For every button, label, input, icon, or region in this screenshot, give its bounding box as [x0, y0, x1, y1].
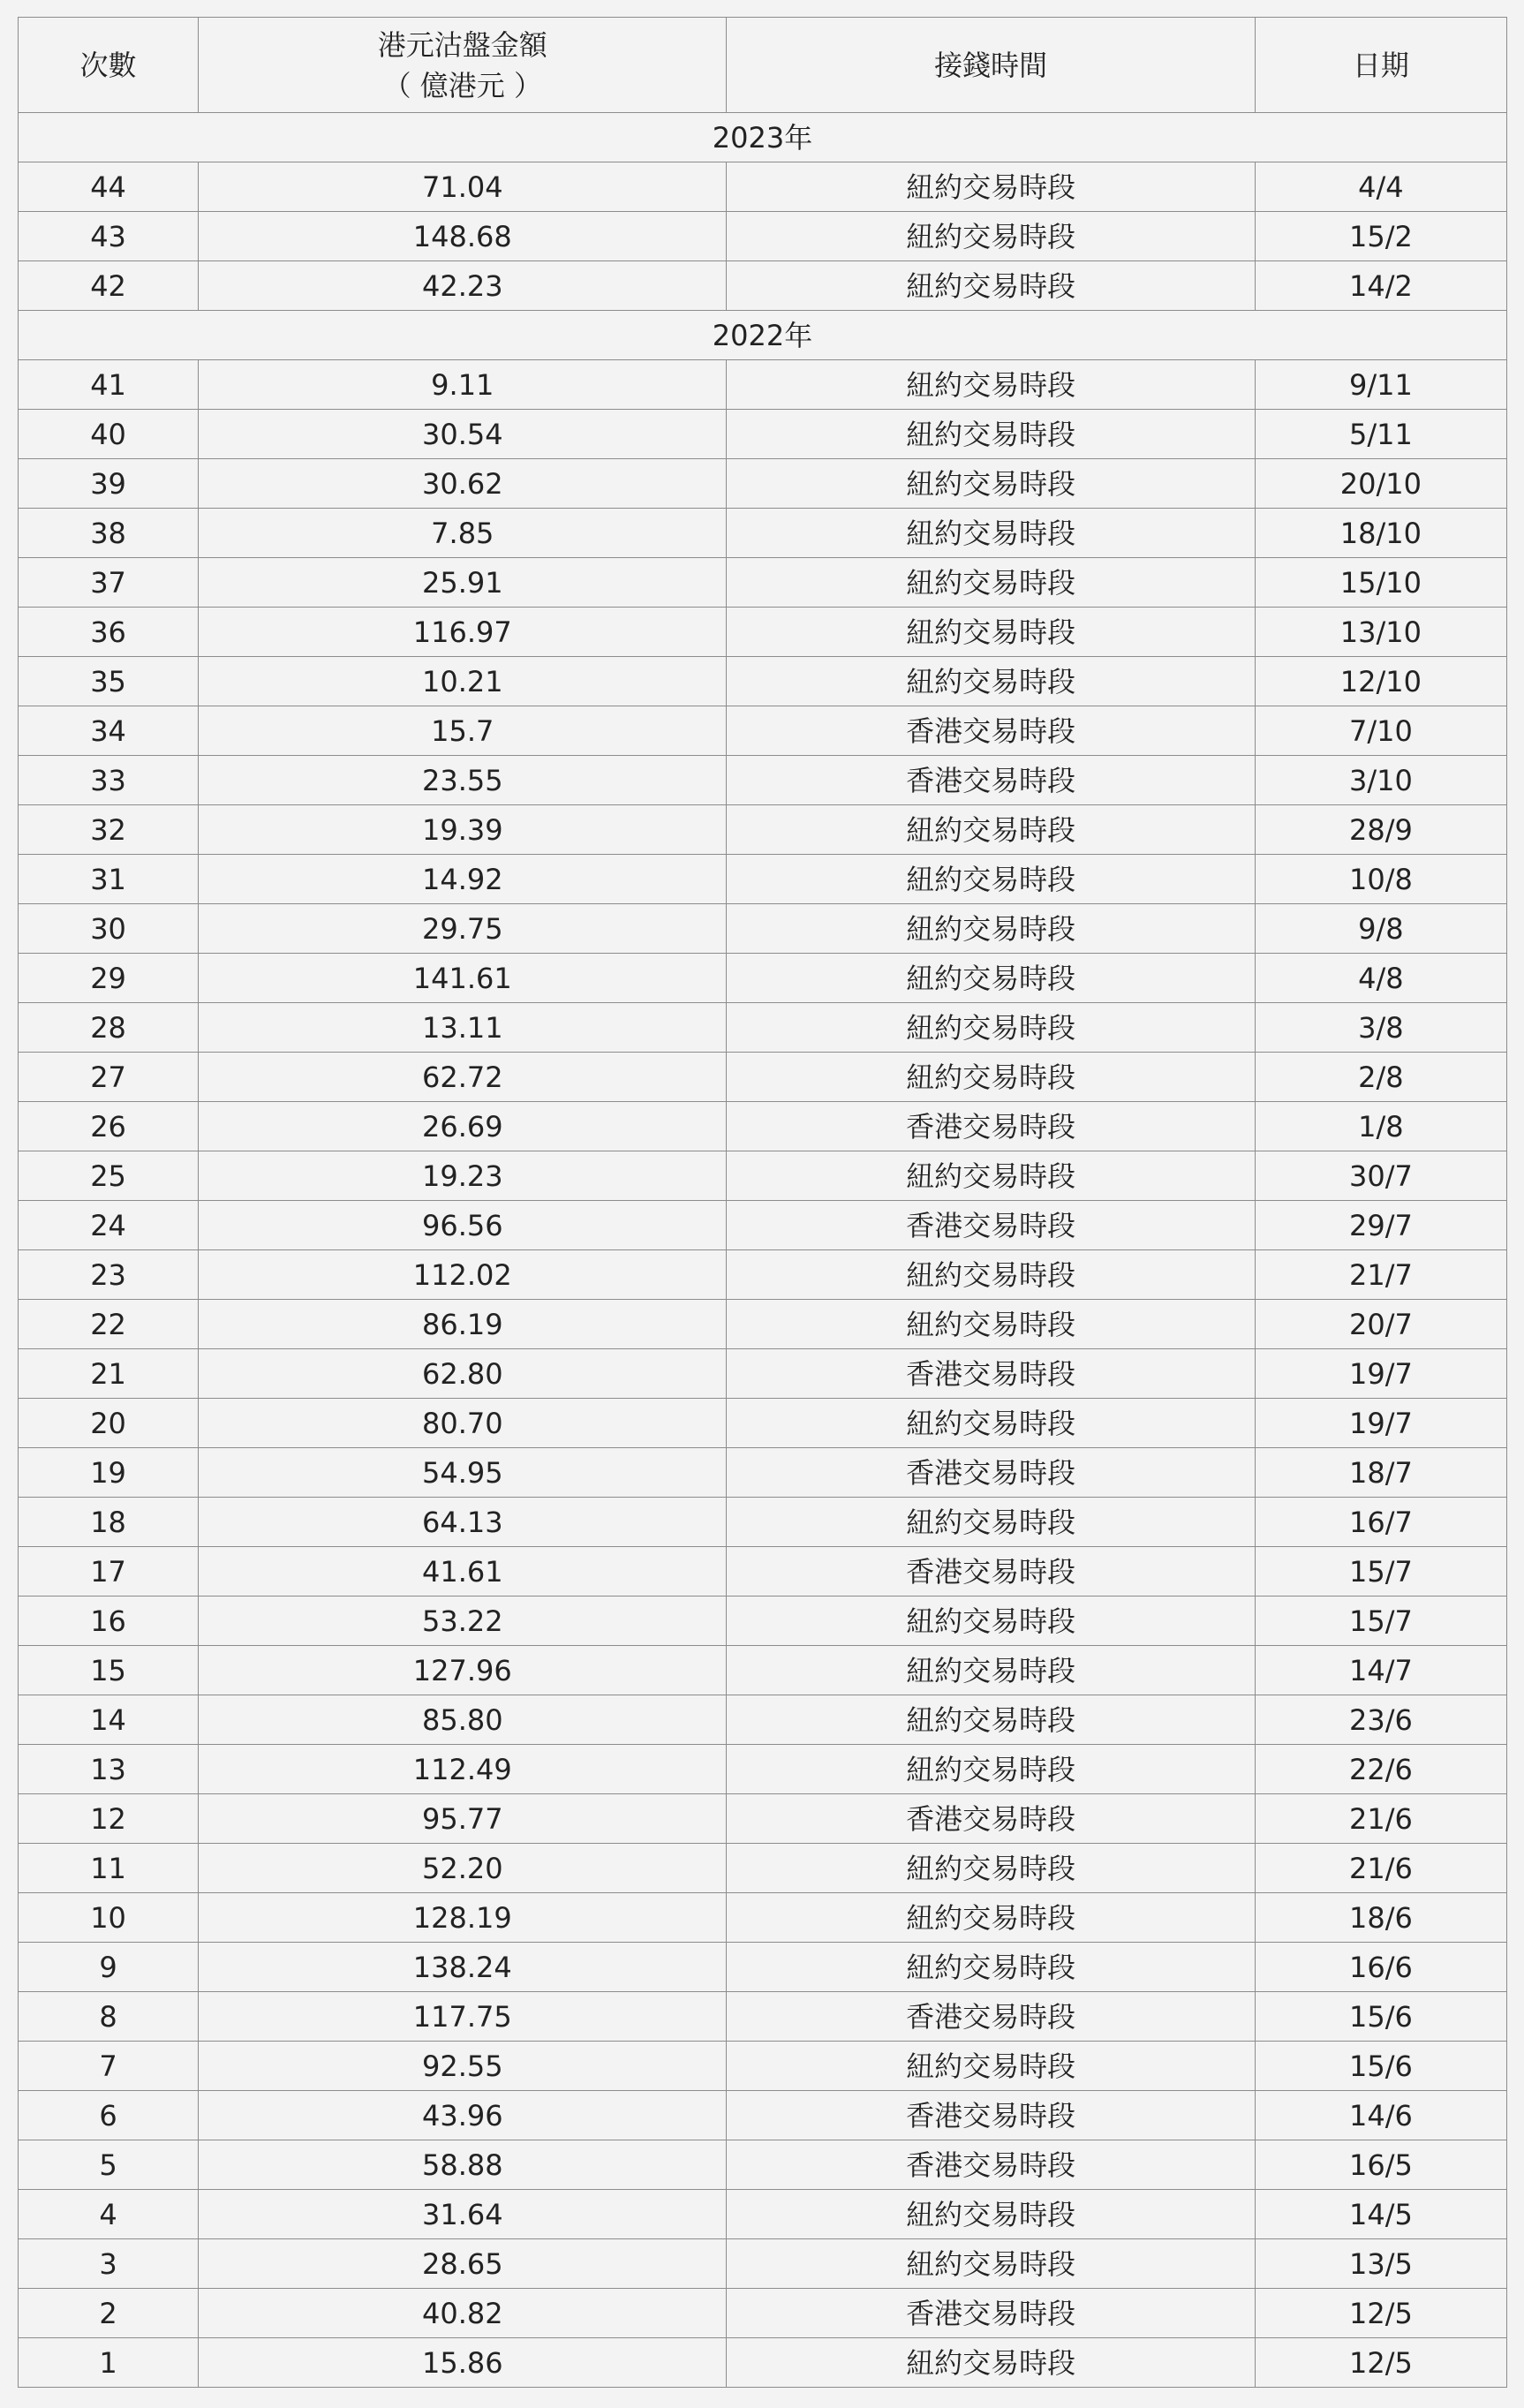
count-cell: 42 — [19, 261, 199, 311]
trading-session-cell: 紐約交易時段 — [727, 904, 1255, 954]
amount-cell: 148.68 — [199, 212, 727, 261]
trading-session-cell: 紐約交易時段 — [727, 360, 1255, 410]
trading-session-cell: 香港交易時段 — [727, 1794, 1255, 1844]
amount-cell: 127.96 — [199, 1646, 727, 1695]
table-row — [19, 1151, 1507, 1201]
count-cell: 39 — [19, 459, 199, 509]
amount-cell: 30.62 — [199, 459, 727, 509]
count-cell: 34 — [19, 706, 199, 756]
date-cell: 12/5 — [1255, 2289, 1506, 2338]
count-cell: 18 — [19, 1498, 199, 1547]
trading-session-cell: 紐約交易時段 — [727, 1695, 1255, 1745]
table-header — [19, 18, 1507, 113]
trading-session-cell: 紐約交易時段 — [727, 2338, 1255, 2388]
date-cell: 12/5 — [1255, 2338, 1506, 2388]
count-cell: 19 — [19, 1448, 199, 1498]
count-cell: 33 — [19, 756, 199, 805]
trading-session-cell: 紐約交易時段 — [727, 261, 1255, 311]
table-row — [19, 1448, 1507, 1498]
count-cell: 22 — [19, 1300, 199, 1349]
trading-session-cell: 香港交易時段 — [727, 2091, 1255, 2140]
table-row — [19, 410, 1507, 459]
date-cell: 19/7 — [1255, 1349, 1506, 1399]
count-cell: 17 — [19, 1547, 199, 1597]
trading-session-cell: 紐約交易時段 — [727, 2042, 1255, 2091]
year-label: 2022年 — [19, 311, 1507, 360]
amount-cell: 14.92 — [199, 855, 727, 904]
date-cell: 14/6 — [1255, 2091, 1506, 2140]
table-row — [19, 608, 1507, 657]
date-cell: 13/10 — [1255, 608, 1506, 657]
table-row — [19, 261, 1507, 311]
table-row — [19, 1250, 1507, 1300]
count-cell: 37 — [19, 558, 199, 608]
trading-session-cell: 紐約交易時段 — [727, 954, 1255, 1003]
count-cell: 7 — [19, 2042, 199, 2091]
count-cell: 40 — [19, 410, 199, 459]
count-cell: 44 — [19, 162, 199, 212]
table-row — [19, 459, 1507, 509]
date-cell: 10/8 — [1255, 855, 1506, 904]
trading-session-cell: 紐約交易時段 — [727, 855, 1255, 904]
header-date: 日期 — [1255, 18, 1506, 113]
trading-session-cell: 紐約交易時段 — [727, 1498, 1255, 1547]
trading-session-cell: 紐約交易時段 — [727, 1943, 1255, 1992]
amount-cell: 141.61 — [199, 954, 727, 1003]
date-cell: 18/10 — [1255, 509, 1506, 558]
trading-session-cell: 紐約交易時段 — [727, 1300, 1255, 1349]
date-cell: 18/7 — [1255, 1448, 1506, 1498]
trading-session-cell: 紐約交易時段 — [727, 1399, 1255, 1448]
trading-session-cell: 紐約交易時段 — [727, 1893, 1255, 1943]
table-row — [19, 855, 1507, 904]
trading-session-cell: 香港交易時段 — [727, 706, 1255, 756]
year-section-row — [19, 113, 1507, 162]
date-cell: 14/5 — [1255, 2190, 1506, 2239]
date-cell: 21/6 — [1255, 1794, 1506, 1844]
date-cell: 3/8 — [1255, 1003, 1506, 1053]
table-row — [19, 1003, 1507, 1053]
amount-cell: 62.72 — [199, 1053, 727, 1102]
trading-session-cell: 香港交易時段 — [727, 1102, 1255, 1151]
date-cell: 28/9 — [1255, 805, 1506, 855]
amount-cell: 71.04 — [199, 162, 727, 212]
count-cell: 13 — [19, 1745, 199, 1794]
date-cell: 15/10 — [1255, 558, 1506, 608]
table-row — [19, 657, 1507, 706]
trading-session-cell: 紐約交易時段 — [727, 162, 1255, 212]
header-row — [19, 18, 1507, 113]
date-cell: 20/7 — [1255, 1300, 1506, 1349]
date-cell: 1/8 — [1255, 1102, 1506, 1151]
amount-cell: 128.19 — [199, 1893, 727, 1943]
table-row — [19, 1695, 1507, 1745]
table-row — [19, 706, 1507, 756]
count-cell: 23 — [19, 1250, 199, 1300]
count-cell: 14 — [19, 1695, 199, 1745]
table-row — [19, 1844, 1507, 1893]
count-cell: 20 — [19, 1399, 199, 1448]
trading-session-cell: 紐約交易時段 — [727, 2239, 1255, 2289]
date-cell: 7/10 — [1255, 706, 1506, 756]
trading-session-cell: 香港交易時段 — [727, 1349, 1255, 1399]
count-cell: 31 — [19, 855, 199, 904]
date-cell: 5/11 — [1255, 410, 1506, 459]
count-cell: 26 — [19, 1102, 199, 1151]
table-row — [19, 2140, 1507, 2190]
count-cell: 28 — [19, 1003, 199, 1053]
amount-cell: 41.61 — [199, 1547, 727, 1597]
amount-cell: 15.86 — [199, 2338, 727, 2388]
table-row — [19, 1547, 1507, 1597]
table-row — [19, 360, 1507, 410]
amount-cell: 58.88 — [199, 2140, 727, 2190]
amount-cell: 112.49 — [199, 1745, 727, 1794]
count-cell: 4 — [19, 2190, 199, 2239]
date-cell: 16/6 — [1255, 1943, 1506, 1992]
trading-session-cell: 香港交易時段 — [727, 1448, 1255, 1498]
table-row — [19, 1300, 1507, 1349]
count-cell: 10 — [19, 1893, 199, 1943]
date-cell: 15/2 — [1255, 212, 1506, 261]
table-row — [19, 954, 1507, 1003]
table-row — [19, 805, 1507, 855]
table-row — [19, 1201, 1507, 1250]
trading-session-cell: 紐約交易時段 — [727, 509, 1255, 558]
header-amount-title: 港元沽盤金額 — [377, 27, 547, 62]
table-row — [19, 1794, 1507, 1844]
year-section-row — [19, 311, 1507, 360]
trading-session-cell: 紐約交易時段 — [727, 608, 1255, 657]
table-row — [19, 756, 1507, 805]
date-cell: 30/7 — [1255, 1151, 1506, 1201]
trading-session-cell: 紐約交易時段 — [727, 805, 1255, 855]
amount-cell: 85.80 — [199, 1695, 727, 1745]
date-cell: 21/6 — [1255, 1844, 1506, 1893]
amount-cell: 117.75 — [199, 1992, 727, 2042]
table-row — [19, 1597, 1507, 1646]
count-cell: 43 — [19, 212, 199, 261]
count-cell: 2 — [19, 2289, 199, 2338]
hkd-sell-order-table — [18, 17, 1507, 2388]
table-row — [19, 1498, 1507, 1547]
year-label: 2023年 — [19, 113, 1507, 162]
table-row — [19, 2239, 1507, 2289]
amount-cell: 92.55 — [199, 2042, 727, 2091]
count-cell: 35 — [19, 657, 199, 706]
date-cell: 9/8 — [1255, 904, 1506, 954]
trading-session-cell: 紐約交易時段 — [727, 558, 1255, 608]
date-cell: 21/7 — [1255, 1250, 1506, 1300]
amount-cell: 9.11 — [199, 360, 727, 410]
trading-session-cell: 紐約交易時段 — [727, 1053, 1255, 1102]
count-cell: 41 — [19, 360, 199, 410]
table-row — [19, 1349, 1507, 1399]
amount-cell: 116.97 — [199, 608, 727, 657]
date-cell: 15/6 — [1255, 2042, 1506, 2091]
amount-cell: 42.23 — [199, 261, 727, 311]
amount-cell: 43.96 — [199, 2091, 727, 2140]
amount-cell: 19.23 — [199, 1151, 727, 1201]
header-amount — [199, 18, 727, 113]
table-row — [19, 212, 1507, 261]
table-row — [19, 1745, 1507, 1794]
amount-cell: 54.95 — [199, 1448, 727, 1498]
count-cell: 1 — [19, 2338, 199, 2388]
count-cell: 11 — [19, 1844, 199, 1893]
amount-cell: 15.7 — [199, 706, 727, 756]
trading-session-cell: 紐約交易時段 — [727, 410, 1255, 459]
amount-cell: 86.19 — [199, 1300, 727, 1349]
count-cell: 9 — [19, 1943, 199, 1992]
table-row — [19, 558, 1507, 608]
amount-cell: 25.91 — [199, 558, 727, 608]
amount-cell: 28.65 — [199, 2239, 727, 2289]
amount-cell: 40.82 — [199, 2289, 727, 2338]
amount-cell: 13.11 — [199, 1003, 727, 1053]
date-cell: 14/2 — [1255, 261, 1506, 311]
count-cell: 12 — [19, 1794, 199, 1844]
table-body — [19, 113, 1507, 2388]
amount-cell: 52.20 — [199, 1844, 727, 1893]
table-row — [19, 1102, 1507, 1151]
date-cell: 29/7 — [1255, 1201, 1506, 1250]
amount-cell: 96.56 — [199, 1201, 727, 1250]
count-cell: 6 — [19, 2091, 199, 2140]
date-cell: 3/10 — [1255, 756, 1506, 805]
trading-session-cell: 紐約交易時段 — [727, 1646, 1255, 1695]
date-cell: 15/6 — [1255, 1992, 1506, 2042]
count-cell: 30 — [19, 904, 199, 954]
date-cell: 14/7 — [1255, 1646, 1506, 1695]
date-cell: 20/10 — [1255, 459, 1506, 509]
trading-session-cell: 香港交易時段 — [727, 1992, 1255, 2042]
count-cell: 38 — [19, 509, 199, 558]
date-cell: 2/8 — [1255, 1053, 1506, 1102]
table-row — [19, 1893, 1507, 1943]
count-cell: 8 — [19, 1992, 199, 2042]
amount-cell: 80.70 — [199, 1399, 727, 1448]
trading-session-cell: 紐約交易時段 — [727, 1844, 1255, 1893]
count-cell: 3 — [19, 2239, 199, 2289]
amount-cell: 62.80 — [199, 1349, 727, 1399]
amount-cell: 7.85 — [199, 509, 727, 558]
table-row — [19, 1646, 1507, 1695]
header-amount-unit: （ 億港元 ） — [382, 68, 542, 102]
date-cell: 23/6 — [1255, 1695, 1506, 1745]
amount-cell: 29.75 — [199, 904, 727, 954]
amount-cell: 26.69 — [199, 1102, 727, 1151]
date-cell: 4/4 — [1255, 162, 1506, 212]
count-cell: 32 — [19, 805, 199, 855]
date-cell: 9/11 — [1255, 360, 1506, 410]
table-row — [19, 1399, 1507, 1448]
date-cell: 4/8 — [1255, 954, 1506, 1003]
trading-session-cell: 紐約交易時段 — [727, 1597, 1255, 1646]
count-cell: 21 — [19, 1349, 199, 1399]
count-cell: 5 — [19, 2140, 199, 2190]
trading-session-cell: 香港交易時段 — [727, 2140, 1255, 2190]
header-count: 次數 — [19, 18, 199, 113]
trading-session-cell: 紐約交易時段 — [727, 1151, 1255, 1201]
amount-cell: 19.39 — [199, 805, 727, 855]
trading-session-cell: 紐約交易時段 — [727, 1745, 1255, 1794]
count-cell: 16 — [19, 1597, 199, 1646]
table-row — [19, 2289, 1507, 2338]
count-cell: 27 — [19, 1053, 199, 1102]
table-row — [19, 2190, 1507, 2239]
table-row — [19, 1053, 1507, 1102]
date-cell: 16/5 — [1255, 2140, 1506, 2190]
date-cell: 19/7 — [1255, 1399, 1506, 1448]
count-cell: 15 — [19, 1646, 199, 1695]
table-row — [19, 2042, 1507, 2091]
date-cell: 12/10 — [1255, 657, 1506, 706]
table-row — [19, 1992, 1507, 2042]
trading-session-cell: 紐約交易時段 — [727, 212, 1255, 261]
count-cell: 36 — [19, 608, 199, 657]
amount-cell: 64.13 — [199, 1498, 727, 1547]
amount-cell: 112.02 — [199, 1250, 727, 1300]
amount-cell: 138.24 — [199, 1943, 727, 1992]
amount-cell: 30.54 — [199, 410, 727, 459]
amount-cell: 10.21 — [199, 657, 727, 706]
date-cell: 15/7 — [1255, 1547, 1506, 1597]
amount-cell: 95.77 — [199, 1794, 727, 1844]
trading-session-cell: 紐約交易時段 — [727, 1003, 1255, 1053]
date-cell: 13/5 — [1255, 2239, 1506, 2289]
count-cell: 25 — [19, 1151, 199, 1201]
trading-session-cell: 紐約交易時段 — [727, 1250, 1255, 1300]
count-cell: 29 — [19, 954, 199, 1003]
trading-session-cell: 香港交易時段 — [727, 756, 1255, 805]
amount-cell: 53.22 — [199, 1597, 727, 1646]
amount-cell: 23.55 — [199, 756, 727, 805]
date-cell: 16/7 — [1255, 1498, 1506, 1547]
table-row — [19, 2091, 1507, 2140]
trading-session-cell: 紐約交易時段 — [727, 2190, 1255, 2239]
amount-cell: 31.64 — [199, 2190, 727, 2239]
date-cell: 15/7 — [1255, 1597, 1506, 1646]
date-cell: 22/6 — [1255, 1745, 1506, 1794]
trading-session-cell: 香港交易時段 — [727, 1201, 1255, 1250]
trading-session-cell: 香港交易時段 — [727, 1547, 1255, 1597]
header-time: 接錢時間 — [727, 18, 1255, 113]
count-cell: 24 — [19, 1201, 199, 1250]
table-row — [19, 509, 1507, 558]
trading-session-cell: 紐約交易時段 — [727, 459, 1255, 509]
trading-session-cell: 香港交易時段 — [727, 2289, 1255, 2338]
date-cell: 18/6 — [1255, 1893, 1506, 1943]
trading-session-cell: 紐約交易時段 — [727, 657, 1255, 706]
table-row — [19, 162, 1507, 212]
table-row — [19, 1943, 1507, 1992]
table-row — [19, 2338, 1507, 2388]
table-row — [19, 904, 1507, 954]
